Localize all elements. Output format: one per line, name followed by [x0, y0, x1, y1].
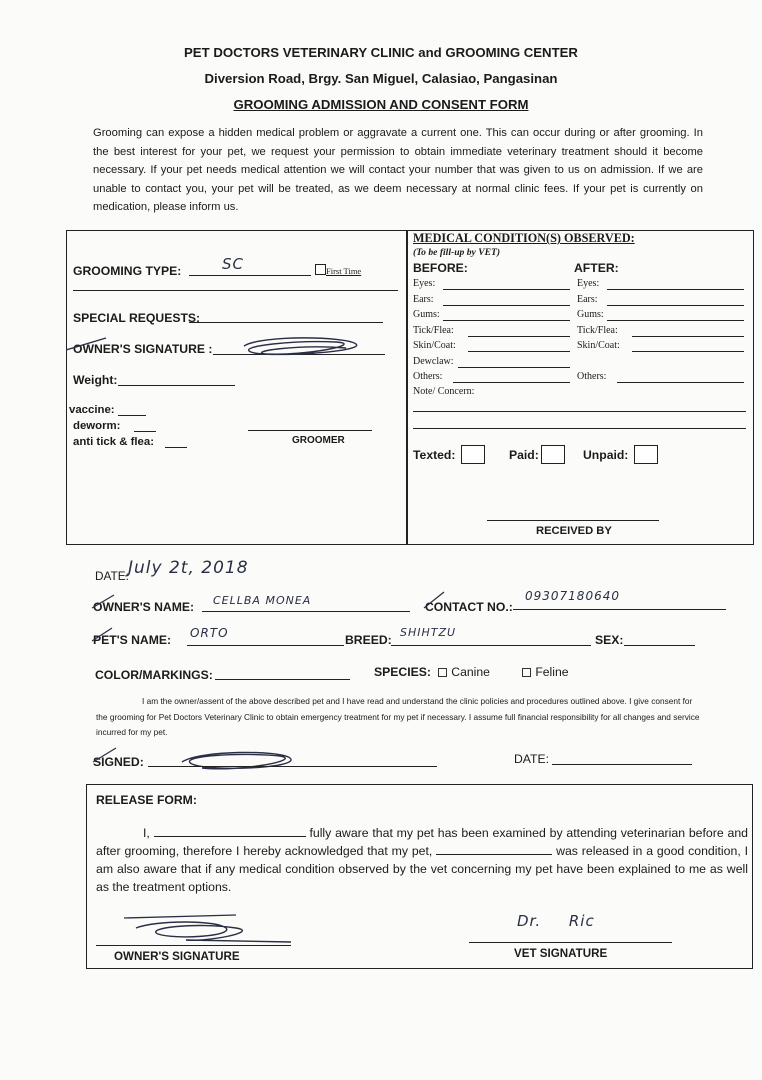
received-by-label: RECEIVED BY — [536, 525, 612, 537]
vet-signature-label: VET SIGNATURE — [514, 947, 608, 960]
vet-signed-name: Dr. Ric — [517, 912, 595, 930]
owner-signature-label: OWNER'S SIGNATURE : — [73, 342, 213, 356]
after-label: AFTER: — [574, 261, 619, 275]
note-line-2[interactable] — [413, 428, 746, 429]
date-value[interactable]: July 2t, 2018 — [128, 558, 249, 578]
clinic-name: PET DOCTORS VETERINARY CLINIC and GROOMING CENTER — [184, 45, 578, 60]
medical-title: MEDICAL CONDITION(S) OBSERVED: — [413, 231, 635, 245]
release-text-part-1: I, — [143, 826, 150, 840]
special-requests-label: SPECIAL REQUESTS: — [73, 311, 201, 325]
first-time-checkbox[interactable] — [315, 264, 326, 275]
release-owner-line[interactable] — [96, 945, 291, 946]
after-field-line[interactable] — [607, 305, 745, 306]
release-text-part-2: fully aware that my pet has been examined by attending veterinarian before and after grooming, therefore I hereby acknowledged that my pet, — [96, 826, 749, 858]
before-field-line[interactable] — [453, 382, 570, 383]
grooming-type-line — [189, 275, 311, 276]
release-owner-scribble — [96, 912, 306, 948]
weight-line[interactable] — [118, 385, 235, 386]
after-field-label: Gums: — [577, 309, 604, 320]
texted-label: Texted: — [413, 448, 456, 462]
unpaid-label: Unpaid: — [583, 448, 629, 462]
contact-line — [513, 609, 726, 610]
feline-checkbox[interactable] — [522, 668, 531, 677]
pet-name-value[interactable]: ORTO — [190, 626, 229, 640]
owner-name-value[interactable]: CELLBA MONEA — [213, 594, 312, 607]
color-label: COLOR/MARKINGS: — [95, 668, 213, 682]
sex-label: SEX: — [595, 633, 624, 647]
after-field-label: Others: — [577, 371, 607, 382]
before-field-label: Others: — [413, 371, 443, 382]
after-field-label: Tick/Flea: — [577, 324, 618, 336]
species-label: SPECIES: — [374, 665, 431, 679]
strike-mark — [422, 590, 452, 610]
after-field-line[interactable] — [607, 289, 745, 290]
received-by-line[interactable] — [487, 520, 659, 521]
breed-value[interactable]: SHIHTZU — [400, 626, 457, 639]
groomer-line[interactable] — [248, 430, 372, 431]
release-text — [96, 824, 748, 896]
vet-signature-line[interactable] — [469, 942, 672, 943]
before-field-label: Dewclaw: — [413, 355, 454, 367]
release-owner-blank[interactable] — [154, 825, 306, 837]
after-field-line[interactable] — [617, 382, 744, 383]
signed-label: SIGNED: — [93, 755, 144, 769]
first-time-label: First Time — [326, 266, 362, 276]
grooming-type-value[interactable]: SC — [222, 255, 244, 273]
unpaid-checkbox[interactable] — [634, 445, 658, 464]
release-pet-blank[interactable] — [436, 843, 552, 855]
contact-label: CONTACT NO.: — [425, 600, 513, 614]
special-requests-line[interactable] — [189, 322, 383, 323]
anti-tick-label: anti tick & flea: — [73, 436, 155, 448]
before-field-label: Tick/Flea: — [413, 324, 454, 336]
release-text-part-3: was released in a good condition, I am also aware that if any medical condition observed by the vet concerning my pet have been explained to me as well as the treatment options. — [96, 844, 749, 894]
after-field-line[interactable] — [632, 351, 744, 352]
intro-paragraph: Grooming can expose a hidden medical problem or aggravate a current one. This can occur during or after grooming. In the best interest for your pet, we request your permission to obtain immediate veterinary treatment should it become necessary. If your pet needs medical attention we will contact your number that was given to us on admission. If we are unable to contact you, your pet will be treated, as we deem necessary at normal clinic fees. If your pet is currently on medication, please inform us. — [93, 127, 703, 214]
after-field-line[interactable] — [607, 320, 745, 321]
after-field-label: Eyes: — [577, 278, 600, 289]
before-field-label: Gums: — [413, 309, 440, 320]
paid-label: Paid: — [509, 448, 539, 462]
clinic-address: Diversion Road, Brgy. San Miguel, Calasiao, Pangasinan — [204, 71, 558, 86]
grooming-type-extra-line — [73, 290, 398, 291]
after-field-label: Ears: — [577, 293, 598, 305]
consent-statement: I am the owner/assent of the above described pet and I have read and understand the clinic policies and procedures outlined above. I give consent for the grooming for Pet Doctors Veterinary Clinic to obtain emergency treatment for my pet if necessary. I assume full financial responsibility for all changes and service incurred for my pet. — [96, 696, 700, 737]
strike-mark — [90, 592, 120, 612]
feline-label: Feline — [535, 665, 569, 679]
release-owner-signature-label: OWNER'S SIGNATURE — [114, 950, 240, 963]
before-field-line[interactable] — [468, 336, 570, 337]
owner-name-label: OWNER'S NAME: — [93, 600, 195, 614]
canine-option[interactable] — [438, 665, 490, 679]
paid-checkbox[interactable] — [541, 445, 565, 464]
contact-value[interactable]: 09307180640 — [525, 589, 620, 603]
release-title: RELEASE FORM: — [96, 793, 197, 807]
after-field-line[interactable] — [632, 336, 744, 337]
before-field-label: Ears: — [413, 293, 434, 305]
before-label: BEFORE: — [413, 261, 468, 275]
before-field-label: Skin/Coat: — [413, 340, 456, 351]
breed-line — [391, 645, 591, 646]
signed-line[interactable] — [148, 766, 437, 767]
grooming-type-label: GROOMING TYPE: — [73, 264, 182, 278]
deworm-line[interactable] — [134, 431, 156, 432]
signed-date-label: DATE: — [514, 752, 549, 766]
groomer-label: GROOMER — [292, 435, 345, 446]
before-field-label: Eyes: — [413, 278, 436, 289]
note-line-1[interactable] — [413, 411, 746, 412]
owner-signature-scribble — [66, 330, 396, 364]
before-field-line[interactable] — [443, 320, 571, 321]
canine-checkbox[interactable] — [438, 668, 447, 677]
before-field-line[interactable] — [468, 351, 570, 352]
after-field-label: Skin/Coat: — [577, 340, 620, 351]
canine-label: Canine — [451, 665, 490, 679]
vaccine-line[interactable] — [118, 415, 146, 416]
before-field-line[interactable] — [443, 289, 571, 290]
color-line[interactable] — [215, 679, 350, 680]
species-field — [374, 665, 569, 679]
anti-tick-line[interactable] — [165, 447, 187, 448]
panel-divider — [406, 231, 408, 544]
deworm-label: deworm: — [73, 420, 121, 432]
sex-line[interactable] — [624, 645, 695, 646]
weight-label: Weight: — [73, 373, 118, 387]
feline-option[interactable] — [522, 665, 568, 679]
before-field-line[interactable] — [443, 305, 571, 306]
texted-checkbox[interactable] — [461, 445, 485, 464]
signed-date-line[interactable] — [552, 764, 692, 765]
form-title: GROOMING ADMISSION AND CONSENT FORM — [233, 97, 529, 112]
pet-name-line — [187, 645, 344, 646]
vaccine-label: vaccine: — [69, 404, 115, 416]
medical-subtitle: (To be fill-up by VET) — [413, 247, 501, 258]
breed-label: BREED: — [345, 633, 392, 647]
note-label: Note/ Concern: — [413, 386, 475, 397]
owner-name-line — [202, 611, 410, 612]
strike-mark — [90, 625, 120, 645]
pet-name-label: PET'S NAME: — [93, 633, 172, 647]
before-field-line[interactable] — [458, 367, 570, 368]
date-label: DATE: — [95, 569, 129, 583]
signed-scribble — [90, 744, 390, 778]
